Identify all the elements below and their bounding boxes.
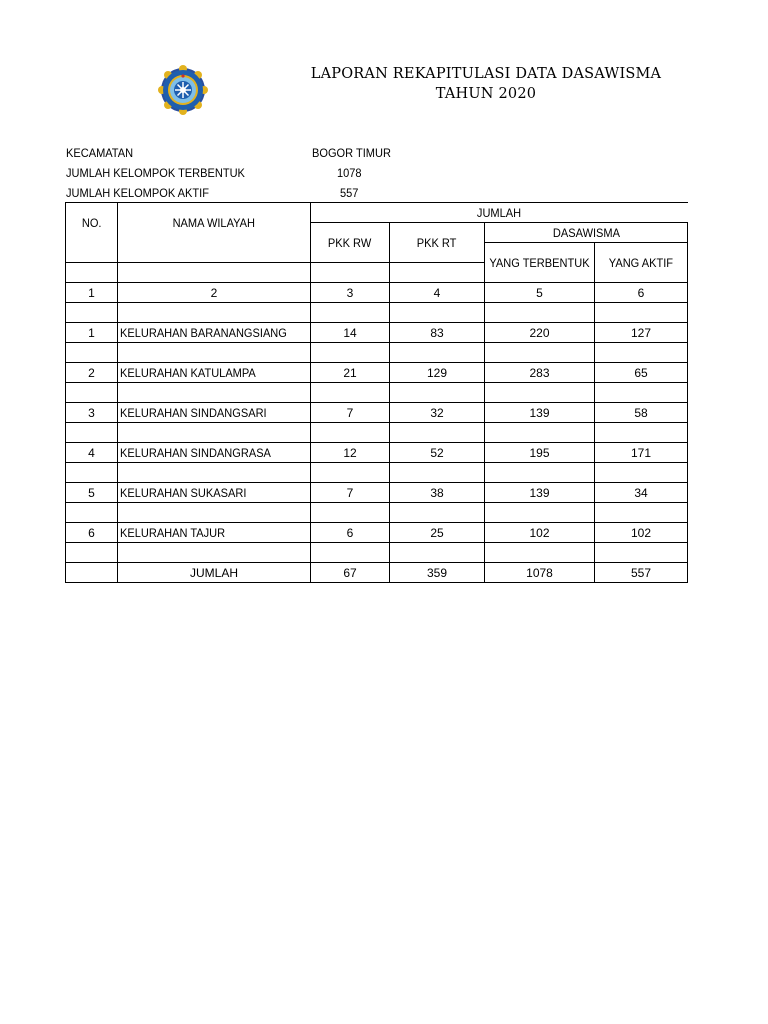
column-number: 1 <box>66 283 118 303</box>
column-number-row <box>66 283 688 303</box>
column-number: 5 <box>485 283 595 303</box>
header-nama-wilayah: NAMA WILAYAH <box>118 203 311 243</box>
header-jumlah: JUMLAH <box>311 203 688 223</box>
aktif-label: JUMLAH KELOMPOK AKTIF <box>66 186 209 200</box>
row-nama-wilayah: KELURAHAN SINDANGSARI <box>118 403 311 423</box>
row-pkk-rt: 25 <box>390 523 485 543</box>
row-pkk-rt: 83 <box>390 323 485 343</box>
table-row <box>66 523 688 543</box>
table-row <box>66 443 688 463</box>
row-yang-terbentuk: 220 <box>485 323 595 343</box>
row-nama-wilayah: KELURAHAN KATULAMPA <box>118 363 311 383</box>
row-pkk-rw: 21 <box>311 363 390 383</box>
row-no: 3 <box>66 403 118 423</box>
column-number: 3 <box>311 283 390 303</box>
row-pkk-rw: 12 <box>311 443 390 463</box>
total-yang-aktif: 557 <box>595 563 688 583</box>
row-yang-terbentuk: 139 <box>485 403 595 423</box>
row-no: 6 <box>66 523 118 543</box>
total-row <box>66 563 688 583</box>
row-no: 1 <box>66 323 118 343</box>
emblem-outer-petals <box>158 65 208 115</box>
row-yang-terbentuk: 195 <box>485 443 595 463</box>
aktif-value: 557 <box>340 186 359 200</box>
kecamatan-label: KECAMATAN <box>66 146 134 160</box>
total-yang-terbentuk: 1078 <box>485 563 595 583</box>
logo-emblem-icon <box>155 64 211 116</box>
table-row <box>66 323 688 343</box>
row-nama-wilayah: KELURAHAN BARANANGSIANG <box>118 323 311 343</box>
row-pkk-rt: 129 <box>390 363 485 383</box>
row-yang-terbentuk: 283 <box>485 363 595 383</box>
row-pkk-rt: 52 <box>390 443 485 463</box>
row-nama-wilayah: KELURAHAN SINDANGRASA <box>118 443 311 463</box>
terbentuk-label: JUMLAH KELOMPOK TERBENTUK <box>66 166 245 180</box>
row-yang-terbentuk: 139 <box>485 483 595 503</box>
total-pkk-rt: 359 <box>390 563 485 583</box>
row-yang-aktif: 34 <box>595 483 688 503</box>
kecamatan-value: BOGOR TIMUR <box>312 146 391 160</box>
row-no: 5 <box>66 483 118 503</box>
row-pkk-rw: 14 <box>311 323 390 343</box>
row-no: 4 <box>66 443 118 463</box>
header-dasawisma: DASAWISMA <box>485 223 688 243</box>
row-yang-aktif: 171 <box>595 443 688 463</box>
row-yang-terbentuk: 102 <box>485 523 595 543</box>
row-nama-wilayah: KELURAHAN TAJUR <box>118 523 311 543</box>
recap-table <box>65 202 688 583</box>
row-pkk-rw: 6 <box>311 523 390 543</box>
header-yang-aktif: YANG AKTIF <box>595 243 688 283</box>
column-number: 2 <box>118 283 311 303</box>
row-yang-aktif: 127 <box>595 323 688 343</box>
column-number: 6 <box>595 283 688 303</box>
report-year: TAHUN 2020 <box>435 86 537 102</box>
header-pkk-rw: PKK RW <box>311 223 390 263</box>
total-label: JUMLAH <box>118 563 311 583</box>
header-no: NO. <box>66 203 118 243</box>
row-pkk-rw: 7 <box>311 483 390 503</box>
row-yang-aktif: 102 <box>595 523 688 543</box>
row-no: 2 <box>66 363 118 383</box>
terbentuk-value: 1078 <box>337 166 362 180</box>
table-row <box>66 403 688 423</box>
row-pkk-rt: 38 <box>390 483 485 503</box>
column-number: 4 <box>390 283 485 303</box>
header-pkk-rt: PKK RT <box>390 223 485 263</box>
total-pkk-rw: 67 <box>311 563 390 583</box>
row-pkk-rw: 7 <box>311 403 390 423</box>
table-row <box>66 483 688 503</box>
header-yang-terbentuk: YANG TERBENTUK <box>485 243 595 283</box>
report-title: LAPORAN REKAPITULASI DATA DASAWISMA <box>310 66 662 82</box>
row-pkk-rt: 32 <box>390 403 485 423</box>
row-nama-wilayah: KELURAHAN SUKASARI <box>118 483 311 503</box>
table-row <box>66 363 688 383</box>
row-yang-aktif: 58 <box>595 403 688 423</box>
row-yang-aktif: 65 <box>595 363 688 383</box>
